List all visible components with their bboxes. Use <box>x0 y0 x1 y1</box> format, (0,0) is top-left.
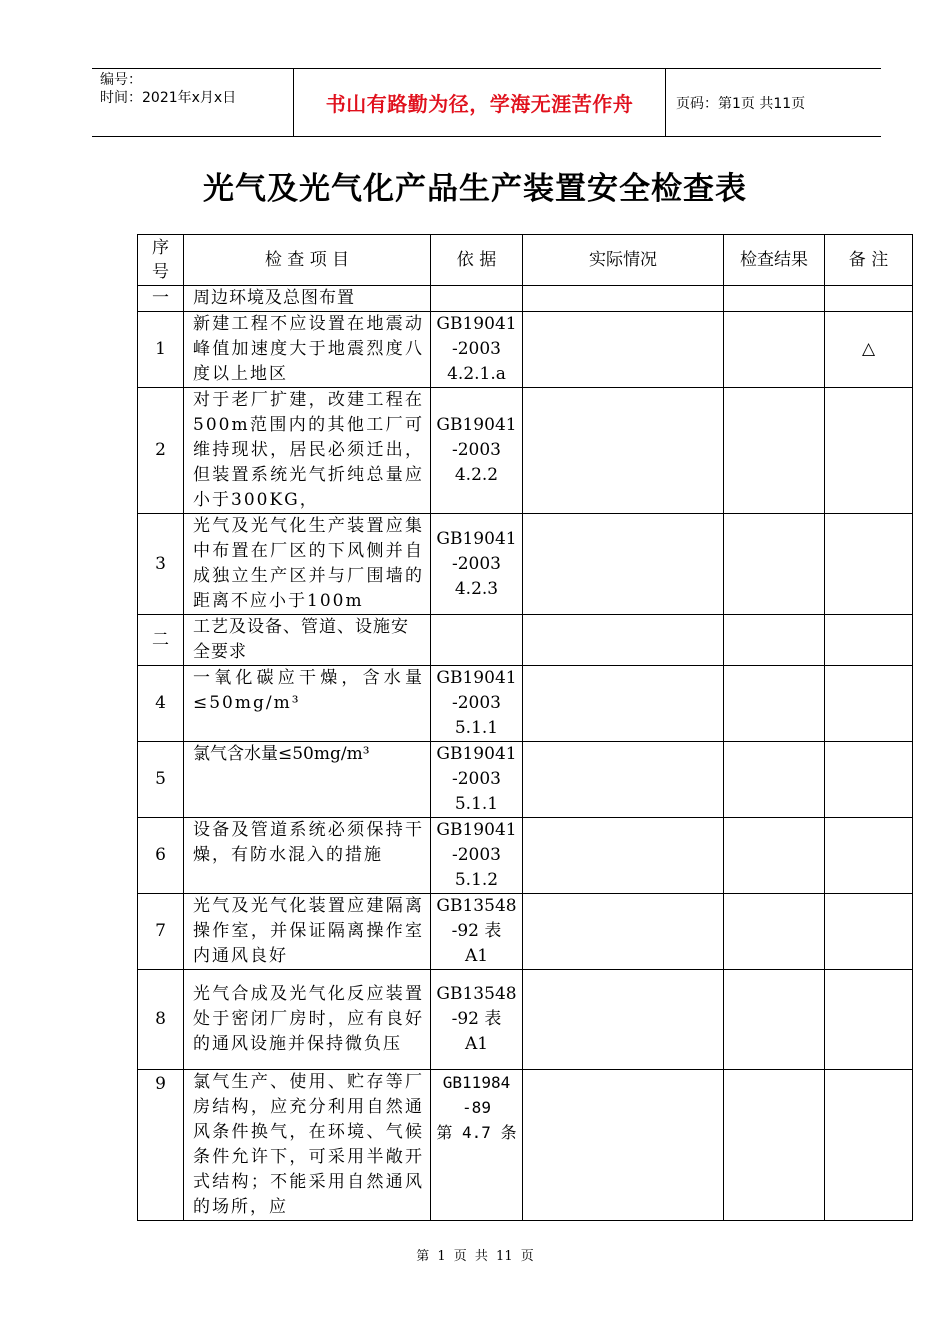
row-basis <box>431 286 523 312</box>
row-actual <box>523 970 724 1070</box>
basis-line: GB11984 <box>442 1073 511 1092</box>
row-result <box>724 312 825 388</box>
row-index: 7 <box>138 894 184 970</box>
basis-line: -89 <box>462 1098 491 1117</box>
basis-line: -2003 <box>451 553 501 574</box>
basis-line: -92 表 <box>451 1009 502 1029</box>
row-index: 一 <box>138 286 184 312</box>
table-row <box>138 894 913 970</box>
row-basis <box>431 666 523 742</box>
basis-line: -92 表 <box>451 921 502 941</box>
row-result <box>724 742 825 818</box>
row-actual <box>523 286 724 312</box>
table-row <box>138 286 913 312</box>
row-note <box>825 514 913 615</box>
basis-line: GB19041 <box>436 528 517 549</box>
col-header-result: 检查结果 <box>724 235 825 286</box>
row-index: 2 <box>138 388 184 514</box>
basis-line: GB19041 <box>436 314 517 334</box>
row-index: 4 <box>138 666 184 742</box>
row-result <box>724 1070 825 1221</box>
row-result <box>724 894 825 970</box>
row-note <box>825 894 913 970</box>
row-note <box>825 818 913 894</box>
basis-line: A1 <box>464 946 489 966</box>
row-note <box>825 666 913 742</box>
row-note: △ <box>825 312 913 388</box>
basis-line: 4.2.2 <box>454 465 499 485</box>
row-actual <box>523 1070 724 1221</box>
row-item: 设备及管道系统必须保持干燥，有防水混入的措施 <box>184 818 431 894</box>
basis-line: 5.1.1 <box>454 718 499 738</box>
header-motto: 书山有路勤为径，学海无涯苦作舟 <box>293 69 666 136</box>
table-row <box>138 742 913 818</box>
table-row <box>138 970 913 1070</box>
row-result <box>724 970 825 1070</box>
basis-line: 5.1.1 <box>454 794 499 814</box>
col-header-basis: 依 据 <box>431 235 523 286</box>
code-label: 编号： <box>100 72 142 88</box>
inspection-table <box>137 234 913 1221</box>
row-basis <box>431 514 523 615</box>
basis-line: 4.2.1.a <box>447 364 506 384</box>
table-row <box>138 514 913 615</box>
basis-line: -2003 <box>451 339 501 359</box>
row-index: 9 <box>138 1070 184 1221</box>
row-note <box>825 742 913 818</box>
row-item: 光气及光气化装置应建隔离操作室，并保证隔离操作室内通风良好 <box>184 894 431 970</box>
header-page-label: 页码：第1页 共11页 <box>676 95 806 112</box>
col-header-index-line1: 序 <box>152 238 169 258</box>
row-index: 3 <box>138 514 184 615</box>
row-item: 光气合成及光气化反应装置处于密闭厂房时，应有良好的通风设施并保持微负压 <box>184 970 431 1070</box>
basis-line: GB19041 <box>436 744 517 764</box>
basis-line: 第 4.7 条 <box>436 1123 517 1142</box>
row-actual <box>523 514 724 615</box>
basis-line: GB19041 <box>436 415 517 435</box>
col-header-index-line2: 号 <box>152 262 169 282</box>
basis-line: -2003 <box>451 693 501 713</box>
table-row <box>138 615 913 666</box>
basis-line: GB13548 <box>436 984 517 1004</box>
row-item: 对于老厂扩建，改建工程在500m范围内的其他工厂可维持现状，居民必须迁出，但装置系统光气折纯总量应小于300KG， <box>184 388 431 514</box>
col-header-actual: 实际情况 <box>523 235 724 286</box>
row-note <box>825 1070 913 1221</box>
row-result <box>724 286 825 312</box>
row-result <box>724 388 825 514</box>
row-result <box>724 818 825 894</box>
col-header-item: 检 查 项 目 <box>184 235 431 286</box>
row-basis <box>431 894 523 970</box>
basis-line: GB13548 <box>436 896 517 916</box>
row-actual <box>523 742 724 818</box>
row-item: 氯气含水量≤50mg/m³ <box>184 742 431 818</box>
basis-line: -2003 <box>451 845 501 865</box>
basis-line: -2003 <box>451 769 501 789</box>
row-actual <box>523 666 724 742</box>
page-footer: 第 1 页 共 11 页 <box>416 1249 534 1264</box>
row-index: 8 <box>138 970 184 1070</box>
row-note <box>825 615 913 666</box>
row-basis <box>431 312 523 388</box>
table-row <box>138 312 913 388</box>
table-row <box>138 666 913 742</box>
row-actual <box>523 894 724 970</box>
row-item: 工艺及设备、管道、设施安全要求 <box>184 615 431 666</box>
row-actual <box>523 312 724 388</box>
row-basis <box>431 1070 523 1221</box>
basis-line: A1 <box>464 1034 489 1054</box>
row-actual <box>523 615 724 666</box>
row-result <box>724 514 825 615</box>
basis-line: -2003 <box>451 440 501 460</box>
row-result <box>724 615 825 666</box>
row-basis <box>431 742 523 818</box>
row-result <box>724 666 825 742</box>
row-item: 光气及光气化生产装置应集中布置在厂区的下风侧并自成独立生产区并与厂围墙的距离不应小于100m <box>184 514 431 615</box>
basis-line: GB19041 <box>436 820 517 840</box>
row-item: 氯气生产、使用、贮存等厂房结构，应充分利用自然通风条件换气，在环境、气候条件允许下，可采用半敞开式结构；不能采用自然通风的场所，应 <box>184 1070 431 1221</box>
row-note <box>825 970 913 1070</box>
row-basis <box>431 970 523 1070</box>
basis-line: 5.1.2 <box>454 870 499 890</box>
row-item: 周边环境及总图布置 <box>184 286 431 312</box>
table-row <box>138 388 913 514</box>
table-header-row <box>138 235 913 286</box>
document-title: 光气及光气化产品生产装置安全检查表 <box>203 171 747 207</box>
row-index: 二 <box>138 615 184 666</box>
basis-line: GB19041 <box>436 668 517 688</box>
table-row <box>138 818 913 894</box>
row-item: 一氧化碳应干燥，含水量≤50mg/m³ <box>184 666 431 742</box>
row-note <box>825 388 913 514</box>
row-index: 6 <box>138 818 184 894</box>
document-header <box>92 68 881 137</box>
row-note <box>825 286 913 312</box>
row-basis <box>431 615 523 666</box>
row-index: 1 <box>138 312 184 388</box>
row-item: 新建工程不应设置在地震动峰值加速度大于地震烈度八度以上地区 <box>184 312 431 388</box>
col-header-index <box>138 235 184 286</box>
table-row <box>138 1070 913 1221</box>
row-basis <box>431 388 523 514</box>
row-index: 5 <box>138 742 184 818</box>
row-actual <box>523 818 724 894</box>
row-actual <box>523 388 724 514</box>
time-label: 时间：2021年x月x日 <box>100 90 237 106</box>
header-meta <box>92 69 293 136</box>
row-basis <box>431 818 523 894</box>
basis-line: 4.2.3 <box>454 578 499 599</box>
col-header-note: 备 注 <box>825 235 913 286</box>
